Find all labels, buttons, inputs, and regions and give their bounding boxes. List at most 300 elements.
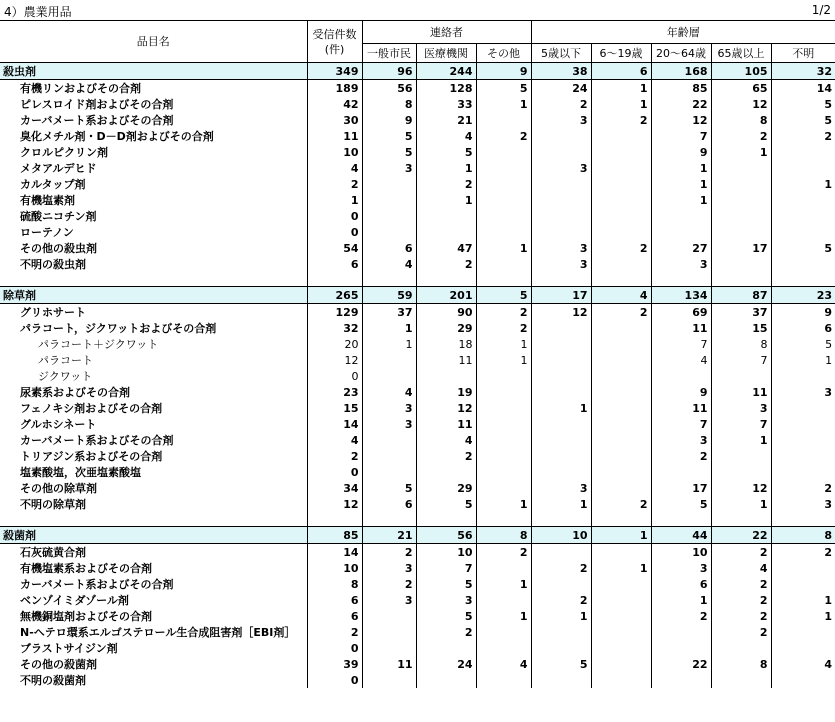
cell-value: 10	[416, 544, 476, 561]
row-label: グリホサート	[20, 305, 86, 319]
cell-value	[591, 464, 651, 480]
cell-value	[591, 256, 651, 272]
cell-value	[651, 224, 711, 240]
cell-value: 1	[771, 352, 835, 368]
row-label: 尿素系およびその合剤	[20, 385, 130, 399]
cell-value	[711, 672, 771, 688]
statistics-table	[0, 20, 835, 688]
header-total-line1: 受信件数	[312, 27, 357, 41]
cell-value: 3	[531, 160, 591, 176]
row-label: フェノキシ剤およびその合剤	[20, 401, 163, 415]
header-age: 年齢層	[531, 21, 835, 44]
cell-value	[711, 368, 771, 384]
spacer-cell	[476, 272, 531, 287]
cell-value	[362, 208, 416, 224]
cell-value: 5	[362, 128, 416, 144]
table-body	[0, 63, 835, 689]
cell-value: 85	[651, 80, 711, 97]
cell-value: 14	[307, 544, 362, 561]
cell-value: 8	[711, 112, 771, 128]
cell-value	[591, 400, 651, 416]
cell-value	[531, 128, 591, 144]
cell-value	[476, 208, 531, 224]
cell-value	[362, 192, 416, 208]
cell-value: 1	[476, 240, 531, 256]
cell-value	[362, 624, 416, 640]
cell-value: 1	[476, 608, 531, 624]
spacer-cell	[591, 512, 651, 527]
cell-value	[362, 448, 416, 464]
cell-value: 7	[416, 560, 476, 576]
cell-value: 2	[531, 96, 591, 112]
cell-value: 201	[416, 287, 476, 304]
cell-value	[476, 640, 531, 656]
cell-value	[362, 640, 416, 656]
cell-value	[591, 368, 651, 384]
cell-value	[591, 656, 651, 672]
table-row	[0, 192, 835, 208]
cell-value	[531, 432, 591, 448]
cell-value: 7	[711, 416, 771, 432]
cell-value: 1	[476, 96, 531, 112]
cell-value	[531, 640, 591, 656]
cell-value: 4	[307, 432, 362, 448]
cell-value	[531, 448, 591, 464]
cell-value: 349	[307, 63, 362, 80]
cell-value: 2	[591, 112, 651, 128]
cell-value: 19	[416, 384, 476, 400]
cell-value: 9	[476, 63, 531, 80]
cell-value: 12	[711, 96, 771, 112]
table-row	[0, 432, 835, 448]
cell-value	[531, 320, 591, 336]
cell-value: 5	[362, 480, 416, 496]
cell-value: 2	[771, 480, 835, 496]
cell-value	[476, 560, 531, 576]
cell-value: 5	[771, 112, 835, 128]
cell-value: 47	[416, 240, 476, 256]
cell-value	[651, 672, 711, 688]
cell-value: 23	[771, 287, 835, 304]
table-row	[0, 544, 835, 561]
cell-value: 9	[771, 304, 835, 321]
cell-value: 1	[651, 176, 711, 192]
table-row	[0, 672, 835, 688]
header-age-unknown: 不明	[771, 44, 835, 63]
cell-value: 1	[651, 192, 711, 208]
row-label: その他の殺虫剤	[20, 241, 97, 255]
spacer-cell	[771, 512, 835, 527]
cell-value	[476, 432, 531, 448]
spacer-cell	[651, 272, 711, 287]
cell-value: 1	[476, 576, 531, 592]
cell-value: 7	[651, 128, 711, 144]
cell-value	[651, 368, 711, 384]
cell-value	[476, 448, 531, 464]
cell-value	[651, 624, 711, 640]
cell-value	[711, 192, 771, 208]
row-label: パラコート＋ジクワット	[38, 337, 159, 351]
cell-value: 3	[651, 256, 711, 272]
page-number: 1/2	[811, 3, 831, 17]
cell-value: 1	[651, 160, 711, 176]
cell-value	[476, 256, 531, 272]
cell-value	[591, 208, 651, 224]
cell-value	[771, 672, 835, 688]
cell-value	[591, 448, 651, 464]
cell-value: 1	[531, 496, 591, 512]
cell-value: 5	[416, 496, 476, 512]
header-total	[307, 21, 362, 63]
cell-value: 128	[416, 80, 476, 97]
cell-value: 37	[362, 304, 416, 321]
cell-value: 8	[771, 527, 835, 544]
table-row	[0, 352, 835, 368]
cell-value	[771, 448, 835, 464]
cell-value: 3	[531, 480, 591, 496]
cell-value: 9	[651, 144, 711, 160]
table-row	[0, 400, 835, 416]
cell-value	[476, 624, 531, 640]
cell-value: 1	[651, 592, 711, 608]
cell-value	[476, 368, 531, 384]
cell-value: 2	[771, 544, 835, 561]
cell-value	[416, 224, 476, 240]
cell-value: 2	[416, 256, 476, 272]
cell-value: 1	[531, 608, 591, 624]
cell-value	[711, 640, 771, 656]
cell-value	[476, 192, 531, 208]
cell-value: 1	[531, 400, 591, 416]
cell-value: 129	[307, 304, 362, 321]
cell-value: 3	[771, 496, 835, 512]
spacer-cell	[651, 512, 711, 527]
spacer-cell	[531, 272, 591, 287]
table-row	[0, 208, 835, 224]
cell-value	[771, 208, 835, 224]
cell-value	[591, 640, 651, 656]
cell-value: 10	[307, 144, 362, 160]
cell-value: 2	[711, 608, 771, 624]
cell-value: 3	[362, 416, 416, 432]
row-label: 不明の殺菌剤	[20, 673, 86, 687]
cell-value: 0	[307, 368, 362, 384]
cell-value	[591, 192, 651, 208]
cell-value	[591, 432, 651, 448]
cell-value: 10	[651, 544, 711, 561]
cell-value: 105	[711, 63, 771, 80]
header-age-20to64: 20～64歳	[651, 44, 711, 63]
cell-value: 11	[651, 320, 711, 336]
cell-value	[531, 224, 591, 240]
cell-value	[771, 416, 835, 432]
table-row	[0, 336, 835, 352]
cell-value	[651, 640, 711, 656]
cell-value	[476, 480, 531, 496]
cell-value: 4	[416, 128, 476, 144]
header-age-under5: 5歳以下	[531, 44, 591, 63]
cell-value: 2	[307, 176, 362, 192]
cell-value: 134	[651, 287, 711, 304]
cell-value: 96	[362, 63, 416, 80]
cell-value: 15	[711, 320, 771, 336]
row-label: 殺菌剤	[0, 527, 307, 544]
cell-value: 22	[651, 656, 711, 672]
cell-value: 29	[416, 320, 476, 336]
cell-value	[416, 368, 476, 384]
cell-value: 2	[591, 304, 651, 321]
cell-value: 12	[651, 112, 711, 128]
row-label: 有機塩素剤	[20, 193, 75, 207]
header-total-line2: (件)	[324, 42, 345, 56]
cell-value: 12	[531, 304, 591, 321]
cell-value	[416, 640, 476, 656]
cell-value: 5	[476, 287, 531, 304]
cell-value	[591, 416, 651, 432]
row-label: カーバメート系およびその合剤	[20, 433, 174, 447]
row-label: メタアルデヒド	[20, 161, 97, 175]
table-row	[0, 368, 835, 384]
header-contact-medical: 医療機関	[416, 44, 476, 63]
cell-value	[771, 432, 835, 448]
cell-value: 17	[711, 240, 771, 256]
row-label: その他の除草剤	[20, 481, 97, 495]
cell-value: 5	[476, 80, 531, 97]
cell-value: 34	[307, 480, 362, 496]
cell-value: 3	[771, 384, 835, 400]
cell-value	[591, 576, 651, 592]
row-label: ピレスロイド剤およびその合剤	[20, 97, 174, 111]
cell-value	[591, 592, 651, 608]
cell-value: 9	[651, 384, 711, 400]
cell-value: 27	[651, 240, 711, 256]
cell-value: 3	[651, 560, 711, 576]
cell-value: 6	[307, 608, 362, 624]
cell-value: 11	[711, 384, 771, 400]
cell-value: 2	[476, 304, 531, 321]
cell-value	[362, 432, 416, 448]
table-row	[0, 464, 835, 480]
cell-value: 1	[476, 496, 531, 512]
cell-value: 4	[307, 160, 362, 176]
cell-value: 4	[591, 287, 651, 304]
header-age-6to19: 6～19歳	[591, 44, 651, 63]
cell-value: 5	[531, 656, 591, 672]
cell-value	[771, 160, 835, 176]
cell-value	[591, 160, 651, 176]
cell-value: 6	[651, 576, 711, 592]
cell-value: 0	[307, 640, 362, 656]
cell-value: 14	[307, 416, 362, 432]
cell-value	[651, 464, 711, 480]
cell-value: 7	[711, 352, 771, 368]
cell-value: 1	[771, 592, 835, 608]
cell-value	[531, 576, 591, 592]
cell-value: 7	[651, 336, 711, 352]
cell-value: 2	[711, 592, 771, 608]
cell-value: 59	[362, 287, 416, 304]
cell-value: 2	[771, 128, 835, 144]
cell-value: 1	[711, 144, 771, 160]
cell-value	[531, 208, 591, 224]
cell-value	[591, 352, 651, 368]
cell-value: 8	[711, 336, 771, 352]
cell-value: 56	[362, 80, 416, 97]
cell-value: 6	[591, 63, 651, 80]
cell-value: 0	[307, 224, 362, 240]
cell-value: 2	[476, 320, 531, 336]
cell-value: 3	[362, 560, 416, 576]
cell-value: 24	[416, 656, 476, 672]
cell-value: 2	[416, 176, 476, 192]
cell-value: 17	[531, 287, 591, 304]
cell-value	[591, 224, 651, 240]
cell-value: 10	[307, 560, 362, 576]
row-label: 臭化メチル剤・D－D剤およびその合剤	[20, 129, 214, 143]
cell-value: 4	[476, 656, 531, 672]
cell-value: 6	[307, 256, 362, 272]
cell-value: 5	[416, 576, 476, 592]
table-row	[0, 144, 835, 160]
cell-value: 4	[711, 560, 771, 576]
table-row	[0, 80, 835, 97]
cell-value: 3	[362, 160, 416, 176]
row-label: 除草剤	[0, 287, 307, 304]
cell-value	[531, 672, 591, 688]
cell-value	[476, 112, 531, 128]
cell-value: 33	[416, 96, 476, 112]
cell-value	[531, 368, 591, 384]
cell-value: 3	[711, 400, 771, 416]
cell-value: 2	[416, 624, 476, 640]
row-label: クロルピクリン剤	[20, 145, 108, 159]
cell-value	[476, 144, 531, 160]
cell-value: 11	[416, 416, 476, 432]
cell-value: 56	[416, 527, 476, 544]
cell-value	[362, 672, 416, 688]
category-row	[0, 527, 835, 544]
cell-value: 30	[307, 112, 362, 128]
cell-value	[711, 448, 771, 464]
row-label: 不明の殺虫剤	[20, 257, 86, 271]
row-label: ローテノン	[20, 225, 74, 239]
cell-value: 8	[711, 656, 771, 672]
cell-value: 189	[307, 80, 362, 97]
cell-value	[476, 400, 531, 416]
cell-value: 1	[771, 176, 835, 192]
table-row	[0, 496, 835, 512]
cell-value: 2	[711, 624, 771, 640]
cell-value: 11	[307, 128, 362, 144]
cell-value	[711, 160, 771, 176]
cell-value: 22	[651, 96, 711, 112]
table-row	[0, 384, 835, 400]
cell-value: 7	[651, 416, 711, 432]
cell-value: 2	[476, 128, 531, 144]
cell-value: 11	[651, 400, 711, 416]
cell-value: 1	[362, 320, 416, 336]
spacer-row	[0, 272, 835, 287]
cell-value: 3	[531, 240, 591, 256]
cell-value	[771, 224, 835, 240]
cell-value: 37	[711, 304, 771, 321]
cell-value	[531, 352, 591, 368]
cell-value: 9	[362, 112, 416, 128]
cell-value: 4	[416, 432, 476, 448]
table-row	[0, 320, 835, 336]
cell-value: 2	[531, 592, 591, 608]
row-label: 殺虫剤	[0, 63, 307, 80]
header-contact: 連絡者	[362, 21, 531, 44]
cell-value	[531, 416, 591, 432]
cell-value	[531, 336, 591, 352]
row-label: ベンゾイミダゾール剤	[20, 593, 129, 607]
table-row	[0, 96, 835, 112]
cell-value: 85	[307, 527, 362, 544]
cell-value	[476, 416, 531, 432]
cell-value: 1	[416, 192, 476, 208]
cell-value: 2	[711, 128, 771, 144]
cell-value	[476, 464, 531, 480]
cell-value	[362, 464, 416, 480]
cell-value	[771, 256, 835, 272]
cell-value	[416, 208, 476, 224]
spacer-cell	[591, 272, 651, 287]
spacer-cell	[307, 272, 362, 287]
row-label: 無機銅塩剤およびその合剤	[20, 609, 152, 623]
cell-value	[416, 464, 476, 480]
table-row	[0, 656, 835, 672]
cell-value: 12	[307, 352, 362, 368]
row-label: N-ヘテロ環系エルゴステロール生合成阻害剤［EBI剤］	[20, 625, 296, 639]
row-label: カルタップ剤	[20, 177, 86, 191]
cell-value	[711, 176, 771, 192]
cell-value: 2	[307, 624, 362, 640]
cell-value	[531, 144, 591, 160]
cell-value	[531, 464, 591, 480]
cell-value: 2	[711, 544, 771, 561]
cell-value: 1	[416, 160, 476, 176]
table-row	[0, 608, 835, 624]
spacer-cell	[362, 272, 416, 287]
cell-value	[771, 464, 835, 480]
spacer-cell	[711, 272, 771, 287]
cell-value	[711, 224, 771, 240]
row-label: 有機塩素系およびその合剤	[20, 561, 152, 575]
cell-value: 21	[416, 112, 476, 128]
table-row	[0, 240, 835, 256]
cell-value: 168	[651, 63, 711, 80]
cell-value: 0	[307, 464, 362, 480]
cell-value: 32	[771, 63, 835, 80]
cell-value: 90	[416, 304, 476, 321]
cell-value	[711, 256, 771, 272]
row-label: 硫酸ニコチン剤	[20, 209, 97, 223]
cell-value: 69	[651, 304, 711, 321]
cell-value	[591, 336, 651, 352]
cell-value: 5	[416, 608, 476, 624]
cell-value: 1	[771, 608, 835, 624]
cell-value	[711, 464, 771, 480]
cell-value: 24	[531, 80, 591, 97]
cell-value: 6	[362, 240, 416, 256]
spacer-cell	[307, 512, 362, 527]
spacer-cell	[531, 512, 591, 527]
cell-value: 3	[416, 592, 476, 608]
cell-value: 1	[711, 432, 771, 448]
cell-value: 4	[362, 384, 416, 400]
cell-value: 6	[362, 496, 416, 512]
